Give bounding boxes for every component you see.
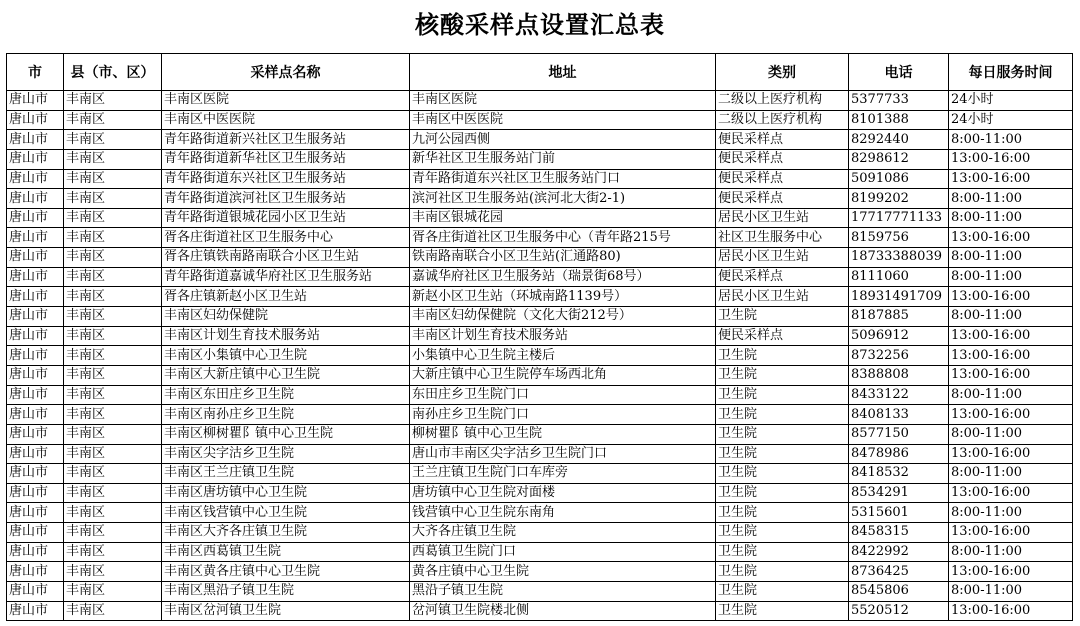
cell-category: 卫生院	[716, 503, 849, 523]
cell-city: 唐山市	[7, 523, 64, 543]
cell-county: 丰南区	[64, 444, 162, 464]
table-row	[7, 91, 1073, 111]
cell-site-name: 丰南区黑沿子镇卫生院	[162, 582, 410, 602]
table-row	[7, 483, 1073, 503]
cell-county: 丰南区	[64, 307, 162, 327]
cell-address: 大新庄镇中心卫生院停车场西北角	[410, 365, 716, 385]
cell-category: 卫生院	[716, 405, 849, 425]
cell-phone: 8388808	[849, 365, 949, 385]
cell-category: 卫生院	[716, 307, 849, 327]
table-row	[7, 444, 1073, 464]
table-row	[7, 542, 1073, 562]
cell-service-hours: 8:00-11:00	[949, 189, 1073, 209]
cell-service-hours: 8:00-11:00	[949, 267, 1073, 287]
cell-phone: 5520512	[849, 601, 949, 621]
cell-phone: 5096912	[849, 326, 949, 346]
cell-site-name: 青年路街道新兴社区卫生服务站	[162, 130, 410, 150]
cell-county: 丰南区	[64, 424, 162, 444]
cell-address: 唐坊镇中心卫生院对面楼	[410, 483, 716, 503]
cell-address: 钱营镇中心卫生院东南角	[410, 503, 716, 523]
cell-category: 卫生院	[716, 444, 849, 464]
cell-address: 嘉诚华府社区卫生服务站（瑞景街68号）	[410, 267, 716, 287]
cell-phone: 8187885	[849, 307, 949, 327]
cell-county: 丰南区	[64, 385, 162, 405]
cell-address: 新华社区卫生服务站门前	[410, 149, 716, 169]
cell-category: 二级以上医疗机构	[716, 110, 849, 130]
cell-city: 唐山市	[7, 562, 64, 582]
cell-category: 便民采样点	[716, 189, 849, 209]
cell-phone: 8478986	[849, 444, 949, 464]
cell-site-name: 丰南区东田庄乡卫生院	[162, 385, 410, 405]
cell-county: 丰南区	[64, 601, 162, 621]
cell-phone: 17717771133	[849, 208, 949, 228]
cell-city: 唐山市	[7, 91, 64, 111]
cell-phone: 5377733	[849, 91, 949, 111]
cell-county: 丰南区	[64, 562, 162, 582]
cell-county: 丰南区	[64, 110, 162, 130]
cell-city: 唐山市	[7, 267, 64, 287]
cell-service-hours: 13:00-16:00	[949, 149, 1073, 169]
table-row	[7, 287, 1073, 307]
cell-category: 卫生院	[716, 346, 849, 366]
cell-category: 居民小区卫生站	[716, 248, 849, 268]
cell-service-hours: 8:00-11:00	[949, 385, 1073, 405]
cell-city: 唐山市	[7, 189, 64, 209]
table-row	[7, 326, 1073, 346]
cell-service-hours: 13:00-16:00	[949, 365, 1073, 385]
cell-phone: 8199202	[849, 189, 949, 209]
cell-site-name: 丰南区南孙庄乡卫生院	[162, 405, 410, 425]
cell-county: 丰南区	[64, 582, 162, 602]
table-row	[7, 189, 1073, 209]
cell-site-name: 丰南区王兰庄镇卫生院	[162, 464, 410, 484]
cell-category: 居民小区卫生站	[716, 287, 849, 307]
table-row	[7, 582, 1073, 602]
cell-address: 唐山市丰南区尖字沽乡卫生院门口	[410, 444, 716, 464]
table-row	[7, 385, 1073, 405]
cell-service-hours: 24小时	[949, 91, 1073, 111]
cell-service-hours: 13:00-16:00	[949, 346, 1073, 366]
cell-address: 小集镇中心卫生院主楼后	[410, 346, 716, 366]
cell-city: 唐山市	[7, 208, 64, 228]
table-row	[7, 169, 1073, 189]
cell-phone: 8111060	[849, 267, 949, 287]
table-body	[7, 91, 1073, 621]
cell-city: 唐山市	[7, 169, 64, 189]
cell-site-name: 丰南区计划生育技术服务站	[162, 326, 410, 346]
cell-site-name: 丰南区大齐各庄镇卫生院	[162, 523, 410, 543]
cell-site-name: 丰南区柳树瞿阝镇中心卫生院	[162, 424, 410, 444]
table-row	[7, 149, 1073, 169]
cell-city: 唐山市	[7, 582, 64, 602]
cell-county: 丰南区	[64, 208, 162, 228]
cell-site-name: 丰南区妇幼保健院	[162, 307, 410, 327]
cell-address: 丰南区妇幼保健院（文化大街212号）	[410, 307, 716, 327]
cell-site-name: 丰南区医院	[162, 91, 410, 111]
cell-county: 丰南区	[64, 346, 162, 366]
cell-address: 大齐各庄镇卫生院	[410, 523, 716, 543]
cell-category: 卫生院	[716, 483, 849, 503]
cell-address: 胥各庄街道社区卫生服务中心（青年路215号	[410, 228, 716, 248]
column-header-service-hours: 每日服务时间	[949, 54, 1073, 91]
cell-county: 丰南区	[64, 228, 162, 248]
cell-category: 居民小区卫生站	[716, 208, 849, 228]
cell-county: 丰南区	[64, 523, 162, 543]
cell-phone: 8298612	[849, 149, 949, 169]
cell-phone: 8422992	[849, 542, 949, 562]
cell-address: 丰南区银城花园	[410, 208, 716, 228]
cell-address: 黄各庄镇中心卫生院	[410, 562, 716, 582]
cell-category: 社区卫生服务中心	[716, 228, 849, 248]
cell-service-hours: 13:00-16:00	[949, 562, 1073, 582]
cell-county: 丰南区	[64, 267, 162, 287]
table-row	[7, 228, 1073, 248]
cell-address: 丰南区中医医院	[410, 110, 716, 130]
cell-phone: 8577150	[849, 424, 949, 444]
table-header-row	[7, 54, 1073, 91]
cell-address: 滨河社区卫生服务站(滨河北大街2-1)	[410, 189, 716, 209]
column-header-category: 类别	[716, 54, 849, 91]
cell-phone: 8433122	[849, 385, 949, 405]
cell-service-hours: 24小时	[949, 110, 1073, 130]
cell-category: 卫生院	[716, 542, 849, 562]
cell-city: 唐山市	[7, 483, 64, 503]
cell-phone: 18733388039	[849, 248, 949, 268]
cell-city: 唐山市	[7, 228, 64, 248]
column-header-site-name: 采样点名称	[162, 54, 410, 91]
cell-site-name: 青年路街道银城花园小区卫生站	[162, 208, 410, 228]
cell-site-name: 丰南区钱营镇中心卫生院	[162, 503, 410, 523]
cell-service-hours: 8:00-11:00	[949, 130, 1073, 150]
cell-city: 唐山市	[7, 542, 64, 562]
cell-phone: 5315601	[849, 503, 949, 523]
table-row	[7, 110, 1073, 130]
cell-category: 卫生院	[716, 562, 849, 582]
cell-phone: 8732256	[849, 346, 949, 366]
cell-address: 东田庄乡卫生院门口	[410, 385, 716, 405]
cell-site-name: 丰南区小集镇中心卫生院	[162, 346, 410, 366]
cell-county: 丰南区	[64, 405, 162, 425]
cell-service-hours: 8:00-11:00	[949, 582, 1073, 602]
cell-county: 丰南区	[64, 248, 162, 268]
cell-address: 铁南路南联合小区卫生站(汇通路80)	[410, 248, 716, 268]
cell-city: 唐山市	[7, 110, 64, 130]
cell-address: 柳树瞿阝镇中心卫生院	[410, 424, 716, 444]
cell-site-name: 胥各庄镇新赵小区卫生站	[162, 287, 410, 307]
cell-category: 二级以上医疗机构	[716, 91, 849, 111]
cell-site-name: 青年路街道嘉诚华府社区卫生服务站	[162, 267, 410, 287]
cell-service-hours: 8:00-11:00	[949, 542, 1073, 562]
cell-phone: 8458315	[849, 523, 949, 543]
table-row	[7, 208, 1073, 228]
cell-service-hours: 13:00-16:00	[949, 405, 1073, 425]
table-row	[7, 130, 1073, 150]
cell-county: 丰南区	[64, 483, 162, 503]
cell-address: 丰南区计划生育技术服务站	[410, 326, 716, 346]
cell-category: 便民采样点	[716, 267, 849, 287]
cell-category: 卫生院	[716, 365, 849, 385]
cell-address: 黑沿子镇卫生院	[410, 582, 716, 602]
column-header-city: 市	[7, 54, 64, 91]
cell-category: 便民采样点	[716, 169, 849, 189]
cell-category: 卫生院	[716, 424, 849, 444]
table-row	[7, 365, 1073, 385]
cell-service-hours: 8:00-11:00	[949, 307, 1073, 327]
cell-city: 唐山市	[7, 385, 64, 405]
cell-category: 便民采样点	[716, 326, 849, 346]
table-row	[7, 523, 1073, 543]
cell-category: 便民采样点	[716, 149, 849, 169]
cell-service-hours: 13:00-16:00	[949, 483, 1073, 503]
cell-phone: 8545806	[849, 582, 949, 602]
cell-county: 丰南区	[64, 503, 162, 523]
cell-city: 唐山市	[7, 287, 64, 307]
column-header-county: 县（市、区）	[64, 54, 162, 91]
cell-phone: 5091086	[849, 169, 949, 189]
page-title: 核酸采样点设置汇总表	[415, 11, 665, 39]
cell-site-name: 丰南区黄各庄镇中心卫生院	[162, 562, 410, 582]
cell-county: 丰南区	[64, 169, 162, 189]
cell-city: 唐山市	[7, 130, 64, 150]
cell-site-name: 丰南区西葛镇卫生院	[162, 542, 410, 562]
cell-service-hours: 8:00-11:00	[949, 424, 1073, 444]
cell-phone: 8101388	[849, 110, 949, 130]
cell-city: 唐山市	[7, 346, 64, 366]
cell-category: 卫生院	[716, 582, 849, 602]
cell-category: 便民采样点	[716, 130, 849, 150]
cell-service-hours: 8:00-11:00	[949, 248, 1073, 268]
cell-city: 唐山市	[7, 326, 64, 346]
cell-city: 唐山市	[7, 149, 64, 169]
cell-service-hours: 13:00-16:00	[949, 444, 1073, 464]
cell-city: 唐山市	[7, 601, 64, 621]
cell-city: 唐山市	[7, 307, 64, 327]
cell-city: 唐山市	[7, 405, 64, 425]
cell-category: 卫生院	[716, 464, 849, 484]
cell-phone: 8534291	[849, 483, 949, 503]
table-row	[7, 464, 1073, 484]
cell-address: 王兰庄镇卫生院门口车库旁	[410, 464, 716, 484]
table-row	[7, 267, 1073, 287]
cell-phone: 8736425	[849, 562, 949, 582]
table-row	[7, 405, 1073, 425]
cell-phone: 8159756	[849, 228, 949, 248]
cell-address: 丰南区医院	[410, 91, 716, 111]
cell-city: 唐山市	[7, 444, 64, 464]
cell-site-name: 丰南区岔河镇卫生院	[162, 601, 410, 621]
cell-service-hours: 13:00-16:00	[949, 523, 1073, 543]
cell-address: 西葛镇卫生院门口	[410, 542, 716, 562]
cell-county: 丰南区	[64, 130, 162, 150]
cell-address: 青年路街道东兴社区卫生服务站门口	[410, 169, 716, 189]
cell-city: 唐山市	[7, 424, 64, 444]
cell-service-hours: 13:00-16:00	[949, 326, 1073, 346]
table-row	[7, 503, 1073, 523]
cell-county: 丰南区	[64, 287, 162, 307]
cell-category: 卫生院	[716, 601, 849, 621]
cell-city: 唐山市	[7, 464, 64, 484]
cell-phone: 8418532	[849, 464, 949, 484]
cell-address: 新赵小区卫生站（环城南路1139号）	[410, 287, 716, 307]
cell-county: 丰南区	[64, 326, 162, 346]
cell-site-name: 丰南区中医医院	[162, 110, 410, 130]
cell-phone: 8408133	[849, 405, 949, 425]
cell-service-hours: 13:00-16:00	[949, 601, 1073, 621]
cell-site-name: 青年路街道滨河社区卫生服务站	[162, 189, 410, 209]
column-header-address: 地址	[410, 54, 716, 91]
cell-county: 丰南区	[64, 149, 162, 169]
cell-site-name: 胥各庄街道社区卫生服务中心	[162, 228, 410, 248]
table-row	[7, 601, 1073, 621]
cell-site-name: 丰南区大新庄镇中心卫生院	[162, 365, 410, 385]
table-row	[7, 307, 1073, 327]
table-row	[7, 562, 1073, 582]
cell-address: 九河公园西侧	[410, 130, 716, 150]
cell-site-name: 胥各庄镇铁南路南联合小区卫生站	[162, 248, 410, 268]
cell-site-name: 青年路街道东兴社区卫生服务站	[162, 169, 410, 189]
cell-phone: 8292440	[849, 130, 949, 150]
cell-site-name: 丰南区唐坊镇中心卫生院	[162, 483, 410, 503]
cell-city: 唐山市	[7, 503, 64, 523]
cell-city: 唐山市	[7, 248, 64, 268]
table-row	[7, 248, 1073, 268]
column-header-phone: 电话	[849, 54, 949, 91]
cell-service-hours: 13:00-16:00	[949, 287, 1073, 307]
cell-service-hours: 13:00-16:00	[949, 228, 1073, 248]
cell-site-name: 丰南区尖字沽乡卫生院	[162, 444, 410, 464]
cell-address: 南孙庄乡卫生院门口	[410, 405, 716, 425]
cell-city: 唐山市	[7, 365, 64, 385]
cell-site-name: 青年路街道新华社区卫生服务站	[162, 149, 410, 169]
cell-service-hours: 13:00-16:00	[949, 169, 1073, 189]
cell-county: 丰南区	[64, 365, 162, 385]
cell-service-hours: 8:00-11:00	[949, 208, 1073, 228]
cell-service-hours: 8:00-11:00	[949, 503, 1073, 523]
cell-county: 丰南区	[64, 464, 162, 484]
sampling-sites-table	[6, 53, 1073, 621]
cell-address: 岔河镇卫生院楼北侧	[410, 601, 716, 621]
cell-phone: 18931491709	[849, 287, 949, 307]
table-row	[7, 346, 1073, 366]
cell-category: 卫生院	[716, 385, 849, 405]
cell-county: 丰南区	[64, 542, 162, 562]
cell-county: 丰南区	[64, 91, 162, 111]
cell-category: 卫生院	[716, 523, 849, 543]
cell-county: 丰南区	[64, 189, 162, 209]
cell-service-hours: 8:00-11:00	[949, 464, 1073, 484]
table-row	[7, 424, 1073, 444]
